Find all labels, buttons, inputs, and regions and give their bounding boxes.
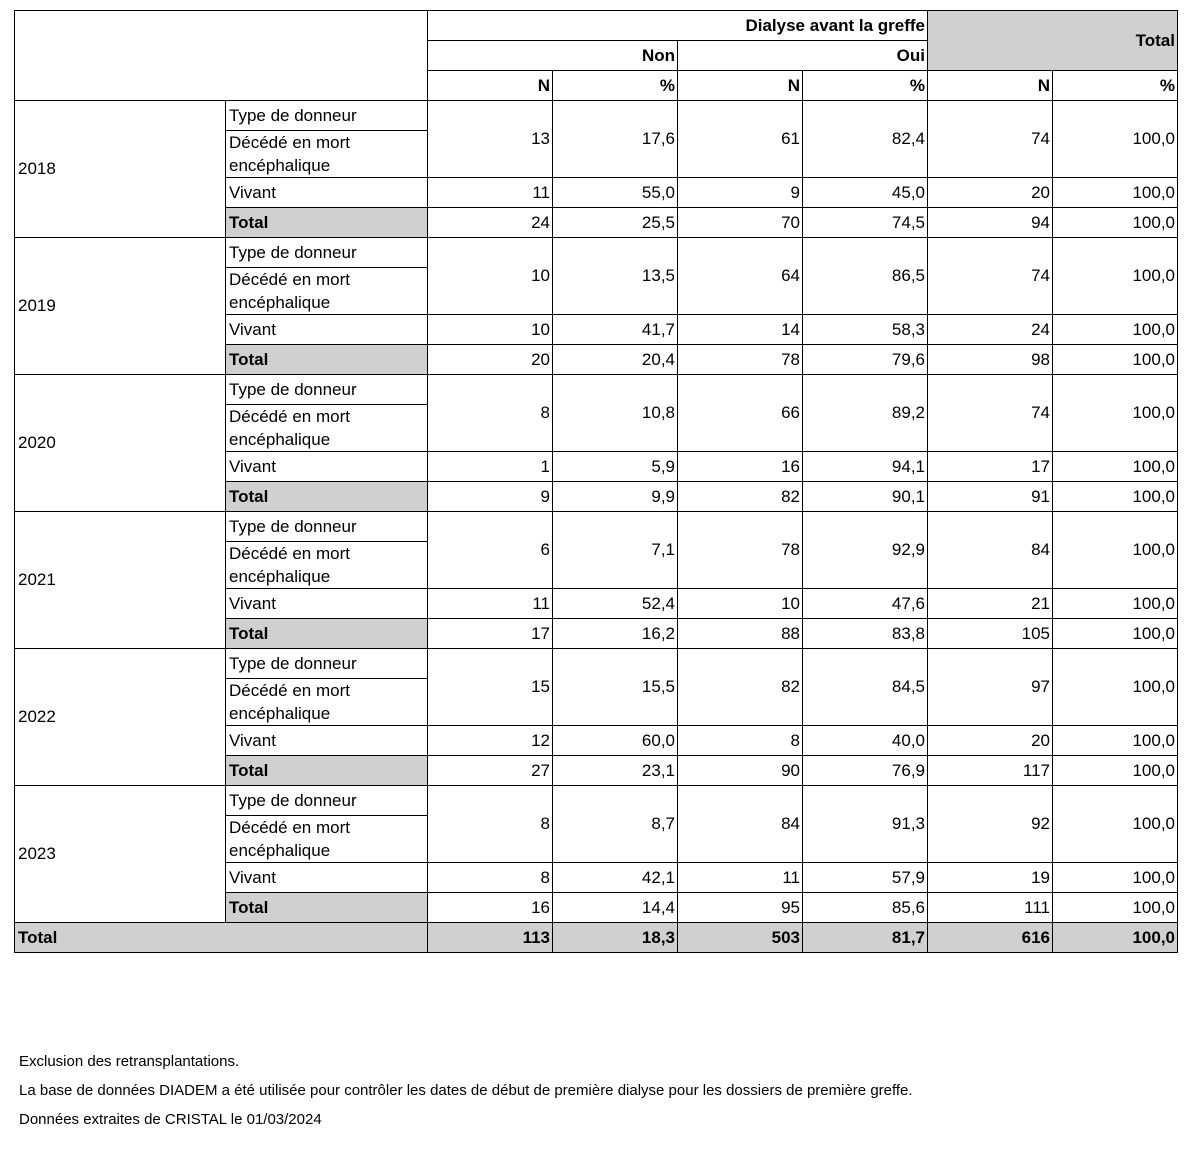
non-pct-value: 25,5 — [553, 208, 678, 238]
non-pct-value: 52,4 — [553, 589, 678, 619]
year-cell: 2021 — [15, 512, 226, 649]
table-row — [15, 512, 1178, 542]
total-group-header: Total — [928, 11, 1178, 71]
total-pct-header: % — [1053, 71, 1178, 101]
non-n-value: 6 — [428, 512, 553, 589]
total-n-value: 91 — [928, 482, 1053, 512]
non-pct-value: 16,2 — [553, 619, 678, 649]
total-n-value: 19 — [928, 863, 1053, 893]
vivant-label: Vivant — [226, 315, 428, 345]
oui-n-value: 90 — [678, 756, 803, 786]
footnotes — [19, 1047, 913, 1134]
non-pct-value: 9,9 — [553, 482, 678, 512]
total-pct-value: 100,0 — [1053, 923, 1178, 953]
total-pct-value: 100,0 — [1053, 589, 1178, 619]
non-pct-header: % — [553, 71, 678, 101]
total-pct-value: 100,0 — [1053, 512, 1178, 589]
total-n-value: 74 — [928, 375, 1053, 452]
non-pct-value: 20,4 — [553, 345, 678, 375]
total-n-header: N — [928, 71, 1053, 101]
total-n-value: 24 — [928, 315, 1053, 345]
vivant-label: Vivant — [226, 863, 428, 893]
dme-label: Décédé en mort encéphalique — [226, 679, 428, 726]
total-n-value: 74 — [928, 101, 1053, 178]
oui-n-value: 82 — [678, 649, 803, 726]
year-total-label: Total — [226, 345, 428, 375]
non-n-value: 11 — [428, 589, 553, 619]
oui-n-value: 11 — [678, 863, 803, 893]
total-n-value: 117 — [928, 756, 1053, 786]
oui-n-value: 70 — [678, 208, 803, 238]
oui-n-header: N — [678, 71, 803, 101]
total-n-value: 94 — [928, 208, 1053, 238]
total-pct-value: 100,0 — [1053, 345, 1178, 375]
oui-pct-value: 84,5 — [803, 649, 928, 726]
non-n-header: N — [428, 71, 553, 101]
total-pct-value: 100,0 — [1053, 315, 1178, 345]
year-cell: 2020 — [15, 375, 226, 512]
oui-pct-value: 45,0 — [803, 178, 928, 208]
non-header: Non — [428, 41, 678, 71]
year-total-label: Total — [226, 893, 428, 923]
total-n-value: 105 — [928, 619, 1053, 649]
year-total-label: Total — [226, 482, 428, 512]
table-row — [15, 649, 1178, 679]
non-pct-value: 13,5 — [553, 238, 678, 315]
non-n-value: 10 — [428, 315, 553, 345]
total-pct-value: 100,0 — [1053, 208, 1178, 238]
vivant-label: Vivant — [226, 178, 428, 208]
total-n-value: 92 — [928, 786, 1053, 863]
total-n-value: 21 — [928, 589, 1053, 619]
dialysis-group-header: Dialyse avant la greffe — [428, 11, 928, 41]
donor-type-label: Type de donneur — [226, 101, 428, 131]
total-n-value: 20 — [928, 178, 1053, 208]
oui-n-value: 14 — [678, 315, 803, 345]
non-pct-value: 7,1 — [553, 512, 678, 589]
total-pct-value: 100,0 — [1053, 756, 1178, 786]
non-pct-value: 5,9 — [553, 452, 678, 482]
non-pct-value: 18,3 — [553, 923, 678, 953]
oui-pct-value: 91,3 — [803, 786, 928, 863]
non-pct-value: 42,1 — [553, 863, 678, 893]
dme-label: Décédé en mort encéphalique — [226, 816, 428, 863]
total-pct-value: 100,0 — [1053, 863, 1178, 893]
non-pct-value: 10,8 — [553, 375, 678, 452]
non-n-value: 13 — [428, 101, 553, 178]
oui-n-value: 78 — [678, 345, 803, 375]
oui-pct-value: 76,9 — [803, 756, 928, 786]
oui-n-value: 9 — [678, 178, 803, 208]
footnote: Exclusion des retransplantations. — [19, 1053, 240, 1070]
footnote: La base de données DIADEM a été utilisée pour contrôler les dates de début de première dialyse pour les dossiers de première greffe. — [19, 1082, 913, 1099]
total-pct-value: 100,0 — [1053, 482, 1178, 512]
total-n-value: 74 — [928, 238, 1053, 315]
oui-n-value: 78 — [678, 512, 803, 589]
non-n-value: 12 — [428, 726, 553, 756]
non-n-value: 8 — [428, 863, 553, 893]
footnote: Données extraites de CRISTAL le 01/03/2024 — [19, 1111, 322, 1128]
total-n-value: 84 — [928, 512, 1053, 589]
non-pct-value: 55,0 — [553, 178, 678, 208]
donor-type-label: Type de donneur — [226, 786, 428, 816]
year-total-label: Total — [226, 756, 428, 786]
dme-label: Décédé en mort encéphalique — [226, 405, 428, 452]
non-n-value: 17 — [428, 619, 553, 649]
oui-header: Oui — [678, 41, 928, 71]
oui-pct-value: 89,2 — [803, 375, 928, 452]
non-n-value: 9 — [428, 482, 553, 512]
donor-type-label: Type de donneur — [226, 375, 428, 405]
grand-total-label: Total — [15, 923, 428, 953]
oui-pct-value: 57,9 — [803, 863, 928, 893]
non-n-value: 1 — [428, 452, 553, 482]
non-n-value: 16 — [428, 893, 553, 923]
oui-pct-value: 81,7 — [803, 923, 928, 953]
oui-pct-value: 92,9 — [803, 512, 928, 589]
donor-type-label: Type de donneur — [226, 512, 428, 542]
oui-pct-value: 74,5 — [803, 208, 928, 238]
year-cell: 2022 — [15, 649, 226, 786]
total-n-value: 98 — [928, 345, 1053, 375]
non-n-value: 24 — [428, 208, 553, 238]
oui-pct-value: 82,4 — [803, 101, 928, 178]
total-pct-value: 100,0 — [1053, 375, 1178, 452]
dme-label: Décédé en mort encéphalique — [226, 131, 428, 178]
total-n-value: 97 — [928, 649, 1053, 726]
oui-n-value: 66 — [678, 375, 803, 452]
non-pct-value: 14,4 — [553, 893, 678, 923]
total-pct-value: 100,0 — [1053, 452, 1178, 482]
non-n-value: 11 — [428, 178, 553, 208]
oui-pct-value: 58,3 — [803, 315, 928, 345]
non-n-value: 8 — [428, 786, 553, 863]
table-row — [15, 375, 1178, 405]
total-pct-value: 100,0 — [1053, 786, 1178, 863]
oui-n-value: 84 — [678, 786, 803, 863]
oui-n-value: 16 — [678, 452, 803, 482]
donor-type-label: Type de donneur — [226, 238, 428, 268]
table-row — [15, 238, 1178, 268]
non-pct-value: 23,1 — [553, 756, 678, 786]
total-n-value: 20 — [928, 726, 1053, 756]
non-n-value: 27 — [428, 756, 553, 786]
vivant-label: Vivant — [226, 452, 428, 482]
table-row — [15, 786, 1178, 816]
year-total-label: Total — [226, 208, 428, 238]
total-pct-value: 100,0 — [1053, 649, 1178, 726]
oui-pct-value: 79,6 — [803, 345, 928, 375]
oui-pct-value: 85,6 — [803, 893, 928, 923]
total-pct-value: 100,0 — [1053, 238, 1178, 315]
dme-label: Décédé en mort encéphalique — [226, 542, 428, 589]
non-pct-value: 17,6 — [553, 101, 678, 178]
non-n-value: 10 — [428, 238, 553, 315]
vivant-label: Vivant — [226, 589, 428, 619]
total-n-value: 111 — [928, 893, 1053, 923]
non-n-value: 8 — [428, 375, 553, 452]
non-n-value: 113 — [428, 923, 553, 953]
oui-n-value: 95 — [678, 893, 803, 923]
dme-label: Décédé en mort encéphalique — [226, 268, 428, 315]
oui-n-value: 8 — [678, 726, 803, 756]
oui-n-value: 10 — [678, 589, 803, 619]
donor-type-label: Type de donneur — [226, 649, 428, 679]
corner-cell — [15, 11, 428, 101]
total-pct-value: 100,0 — [1053, 893, 1178, 923]
total-pct-value: 100,0 — [1053, 619, 1178, 649]
oui-pct-value: 90,1 — [803, 482, 928, 512]
non-n-value: 20 — [428, 345, 553, 375]
oui-n-value: 503 — [678, 923, 803, 953]
oui-n-value: 82 — [678, 482, 803, 512]
non-pct-value: 41,7 — [553, 315, 678, 345]
year-cell: 2023 — [15, 786, 226, 923]
total-n-value: 17 — [928, 452, 1053, 482]
total-pct-value: 100,0 — [1053, 178, 1178, 208]
total-pct-value: 100,0 — [1053, 726, 1178, 756]
non-pct-value: 8,7 — [553, 786, 678, 863]
non-pct-value: 15,5 — [553, 649, 678, 726]
non-pct-value: 60,0 — [553, 726, 678, 756]
year-total-label: Total — [226, 619, 428, 649]
oui-n-value: 61 — [678, 101, 803, 178]
oui-pct-value: 40,0 — [803, 726, 928, 756]
total-pct-value: 100,0 — [1053, 101, 1178, 178]
oui-pct-value: 86,5 — [803, 238, 928, 315]
total-n-value: 616 — [928, 923, 1053, 953]
vivant-label: Vivant — [226, 726, 428, 756]
year-cell: 2019 — [15, 238, 226, 375]
oui-n-value: 88 — [678, 619, 803, 649]
oui-pct-value: 47,6 — [803, 589, 928, 619]
non-n-value: 15 — [428, 649, 553, 726]
oui-n-value: 64 — [678, 238, 803, 315]
oui-pct-value: 94,1 — [803, 452, 928, 482]
year-cell: 2018 — [15, 101, 226, 238]
oui-pct-header: % — [803, 71, 928, 101]
table-row — [15, 101, 1178, 131]
grand-total-row — [15, 923, 1178, 953]
results-table — [14, 10, 1178, 953]
oui-pct-value: 83,8 — [803, 619, 928, 649]
